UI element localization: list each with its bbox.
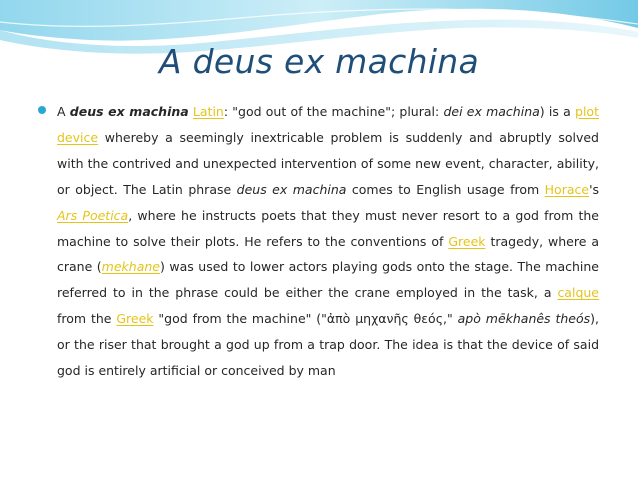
link-plot-device[interactable]: plot device: [57, 104, 599, 145]
link-greek-2[interactable]: Greek: [116, 311, 154, 327]
link-ars-poetica[interactable]: Ars Poetica: [57, 207, 129, 223]
text-segment: , where he instructs poets that they must never resort to a god from the machine to solve their plots. He refers to the conventions of: [57, 207, 599, 249]
text-segment: "god from the machine" ("ἀπὸ μηχανῆς θεός,": [153, 311, 458, 327]
text-segment: ), or the riser that brought a god up from a trap door. The idea is that the device of said god is entirely artificial or conceived by man: [57, 311, 599, 379]
slide-title: A deus ex machina: [158, 42, 480, 81]
text-segment: A: [57, 104, 70, 119]
link-calque[interactable]: calque: [557, 285, 599, 301]
text-segment: comes to English usage from: [346, 181, 545, 197]
text-segment: whereby a seemingly inextricable problem is suddenly and abruptly solved with the contrived and unexpected intervention of some new event, character, ability, or object. The Latin phrase: [57, 129, 599, 197]
term-deus-ex-machina-2: deus ex machina: [236, 181, 347, 197]
link-latin[interactable]: Latin: [192, 104, 224, 119]
bullet-dot-icon: [38, 106, 46, 114]
text-segment: ) was used to lower actors playing gods onto the stage. The machine referred to in the phrase could be either the crane employed in the task, a: [57, 259, 599, 301]
text-segment: from the: [57, 311, 117, 327]
text-segment: 's: [589, 181, 600, 197]
plural-term: dei ex machina: [443, 104, 540, 119]
text-segment: : "god out of the machine"; plural:: [223, 104, 444, 119]
link-greek[interactable]: Greek: [448, 233, 486, 249]
text-segment: ) is a: [539, 104, 576, 119]
link-mekhane[interactable]: mekhane: [101, 259, 160, 275]
transliteration: apò mēkhanês theós: [457, 311, 591, 327]
term-deus-ex-machina: deus ex machina: [69, 104, 189, 119]
link-horace[interactable]: Horace: [544, 181, 590, 197]
body-paragraph: [57, 99, 599, 384]
text-segment: tragedy, where a crane (: [57, 233, 600, 275]
